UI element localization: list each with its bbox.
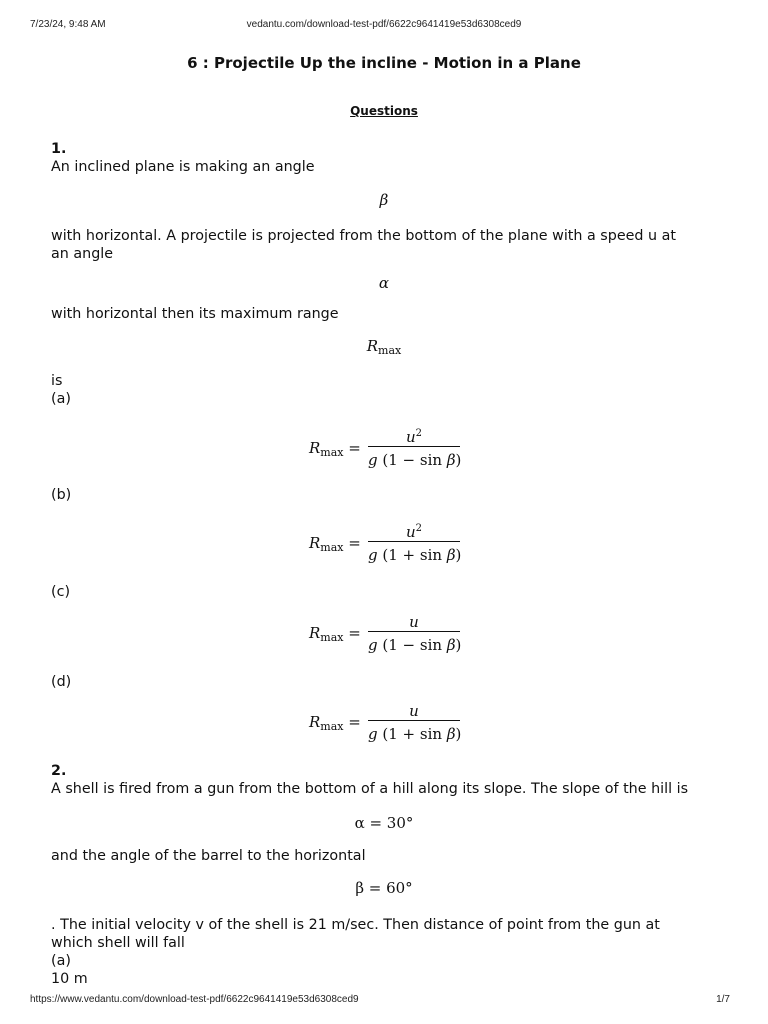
question-2-text-line: . The initial velocity v of the shell is 21 m/sec. Then distance of point from the gun at (51, 917, 660, 933)
option-label: (d) (51, 674, 72, 690)
math-beta: β (379, 191, 389, 209)
question-1-text-line: with horizontal then its maximum range (51, 306, 339, 322)
questions-heading: Questions (350, 104, 418, 118)
option-label: (a) (51, 953, 71, 969)
option-d-equation: $R_{max}$ = u g (1 + sin β) (309, 702, 462, 743)
print-footer-url: https://www.vedantu.com/download-test-pdf/6622c9641419e53d6308ced9 (30, 994, 359, 1005)
math-r-max: $R_{max}$ (366, 337, 402, 357)
print-footer (30, 994, 738, 1008)
question-1-text-line: an angle (51, 246, 114, 262)
question-2-text-line: and the angle of the barrel to the horizontal (51, 848, 366, 864)
math-beta-60: β = 60° (355, 879, 413, 897)
option-c-equation: $R_{max}$ = u g (1 − sin β) (309, 613, 462, 654)
option-label: (b) (51, 487, 72, 503)
option-a-answer: 10 m (51, 971, 88, 987)
option-b-equation: $R_{max}$ = $u^2$ g (1 + sin β) (309, 523, 462, 564)
question-1-text-line: with horizontal. A projectile is projected from the bottom of the plane with a speed u at (51, 228, 677, 244)
question-2-text-line: which shell will fall (51, 935, 185, 951)
print-header-url: vedantu.com/download-test-pdf/6622c9641419e53d6308ced9 (246, 19, 522, 30)
option-label: (c) (51, 584, 71, 600)
print-datetime: 7/23/24, 9:48 AM (30, 19, 106, 30)
page-number: 1/7 (716, 994, 730, 1005)
question-1-text-line: An inclined plane is making an angle (51, 159, 315, 175)
math-alpha: α (378, 274, 390, 292)
print-header (30, 19, 738, 33)
question-2-number: 2. (51, 763, 67, 779)
document-title: 6 : Projectile Up the incline - Motion in a Plane (187, 54, 581, 72)
option-label: (a) (51, 391, 71, 407)
option-a-equation: $R_{max}$ = $u^2$ g (1 − sin β) (309, 428, 462, 469)
question-1-text-line: is (51, 373, 63, 389)
question-1-number: 1. (51, 141, 67, 157)
math-alpha-30: α = 30° (354, 814, 414, 832)
question-2-text-line: A shell is fired from a gun from the bottom of a hill along its slope. The slope of the hill is (51, 781, 689, 797)
